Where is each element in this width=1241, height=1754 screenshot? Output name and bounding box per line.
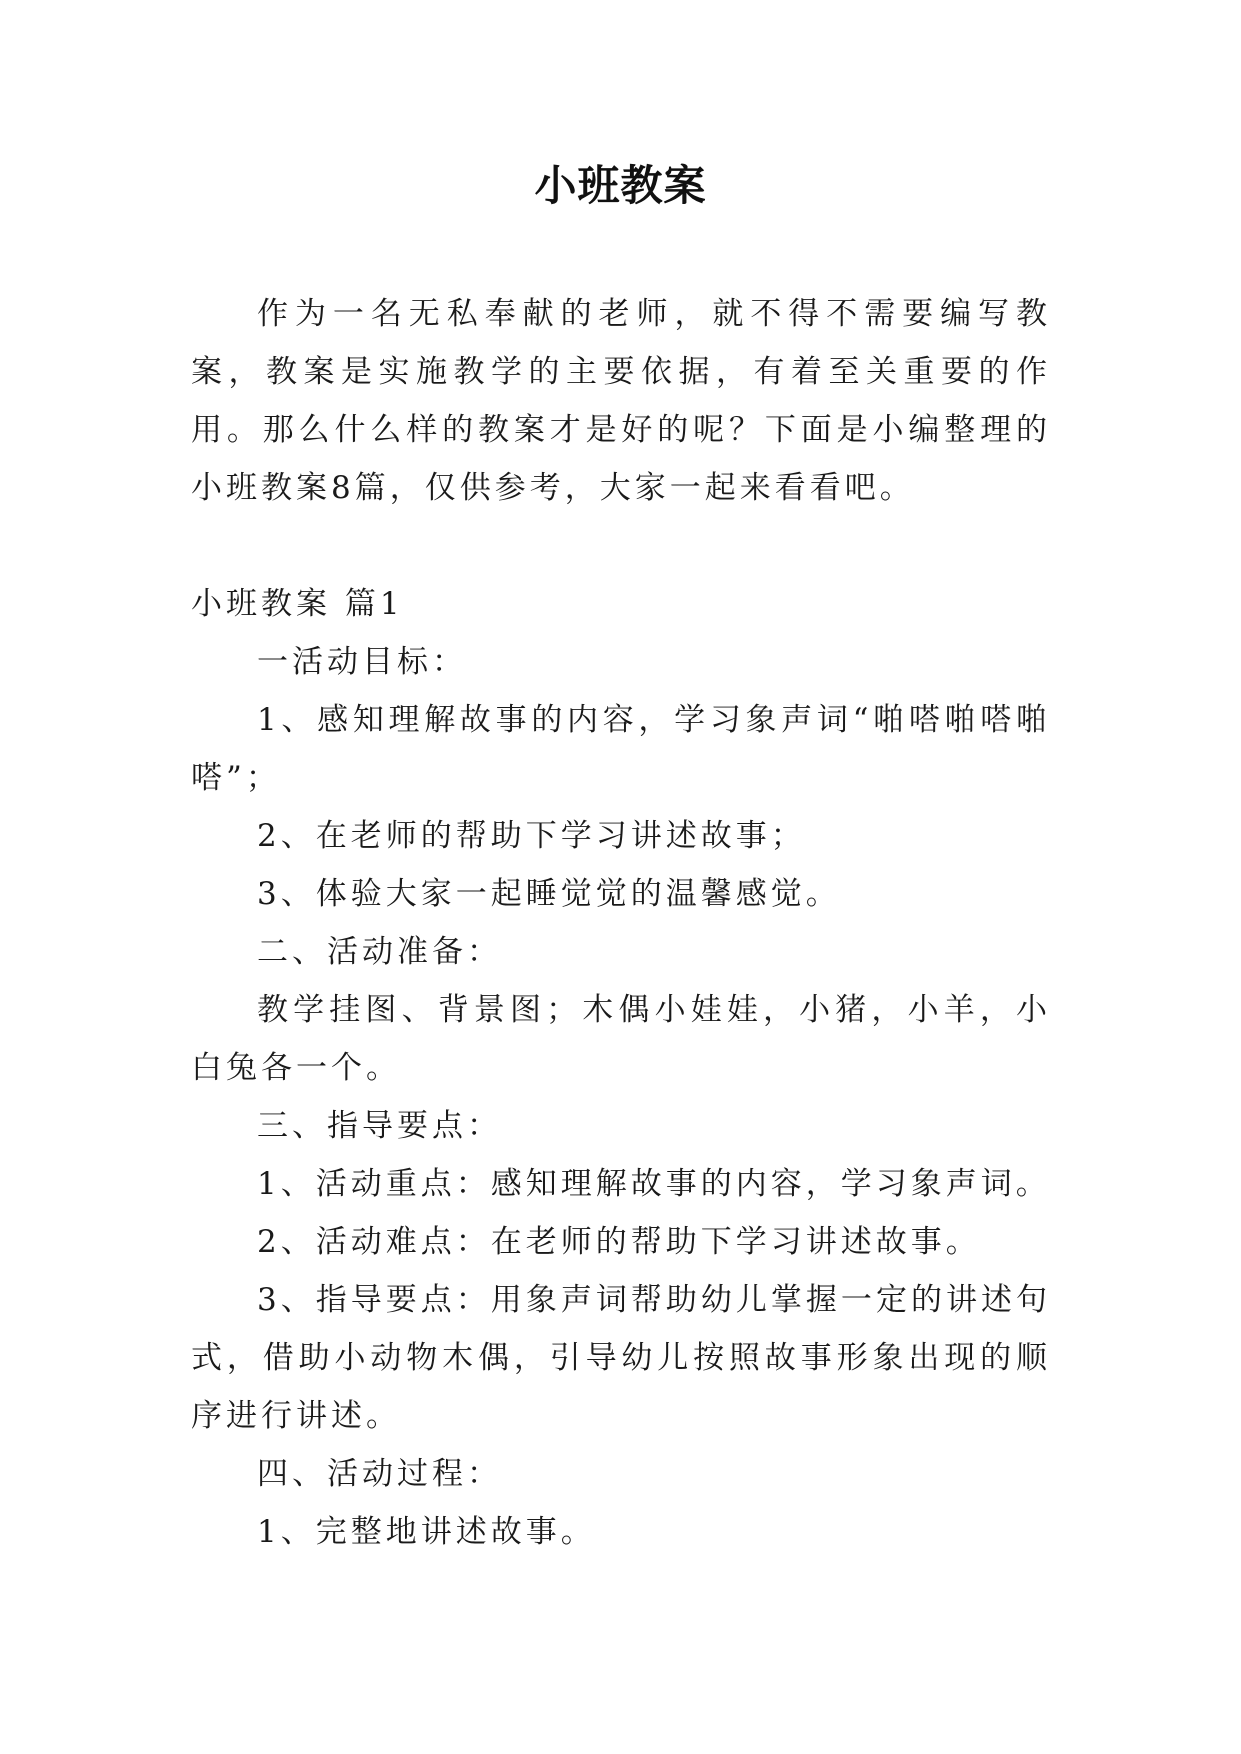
paragraph-guide-3: 3、指导要点：用象声词帮助幼儿掌握一定的讲述句式，借助小动物木偶，引导幼儿按照故事形象出现的顺序进行讲述。 [191, 1282, 1051, 1434]
paragraph-guide-1: 1、活动重点：感知理解故事的内容，学习象声词。 [257, 1166, 1051, 1202]
paragraph-prep-items: 教学挂图、背景图；木偶小娃娃，小猪，小羊，小白兔各一个。 [191, 992, 1051, 1086]
section-heading: 小班教案 篇1 [191, 586, 404, 622]
paragraph-process-heading: 四、活动过程： [257, 1456, 502, 1492]
document-title: 小班教案 [534, 161, 707, 210]
paragraph-prep-heading: 二、活动准备： [257, 934, 502, 970]
paragraph-goal-heading: 一活动目标： [257, 644, 467, 680]
paragraph-goal-2: 2、在老师的帮助下学习讲述故事； [257, 818, 806, 854]
document-body [191, 285, 1051, 1561]
intro-paragraph: 作为一名无私奉献的老师，就不得不需要编写教案，教案是实施教学的主要依据，有着至关重要的作用。那么什么样的教案才是好的呢？下面是小编整理的小班教案8篇，仅供参考，大家一起来看看吧。 [191, 296, 1051, 506]
paragraph-gap [191, 517, 1051, 575]
paragraph-goal-1: 1、感知理解故事的内容，学习象声词“啪嗒啪嗒啪嗒”； [191, 702, 1051, 796]
paragraph-process-1: 1、完整地讲述故事。 [257, 1514, 596, 1550]
paragraph-guide-heading: 三、指导要点： [257, 1108, 502, 1144]
paragraph-guide-2: 2、活动难点：在老师的帮助下学习讲述故事。 [257, 1224, 981, 1260]
paragraph-goal-3: 3、体验大家一起睡觉觉的温馨感觉。 [257, 876, 841, 912]
